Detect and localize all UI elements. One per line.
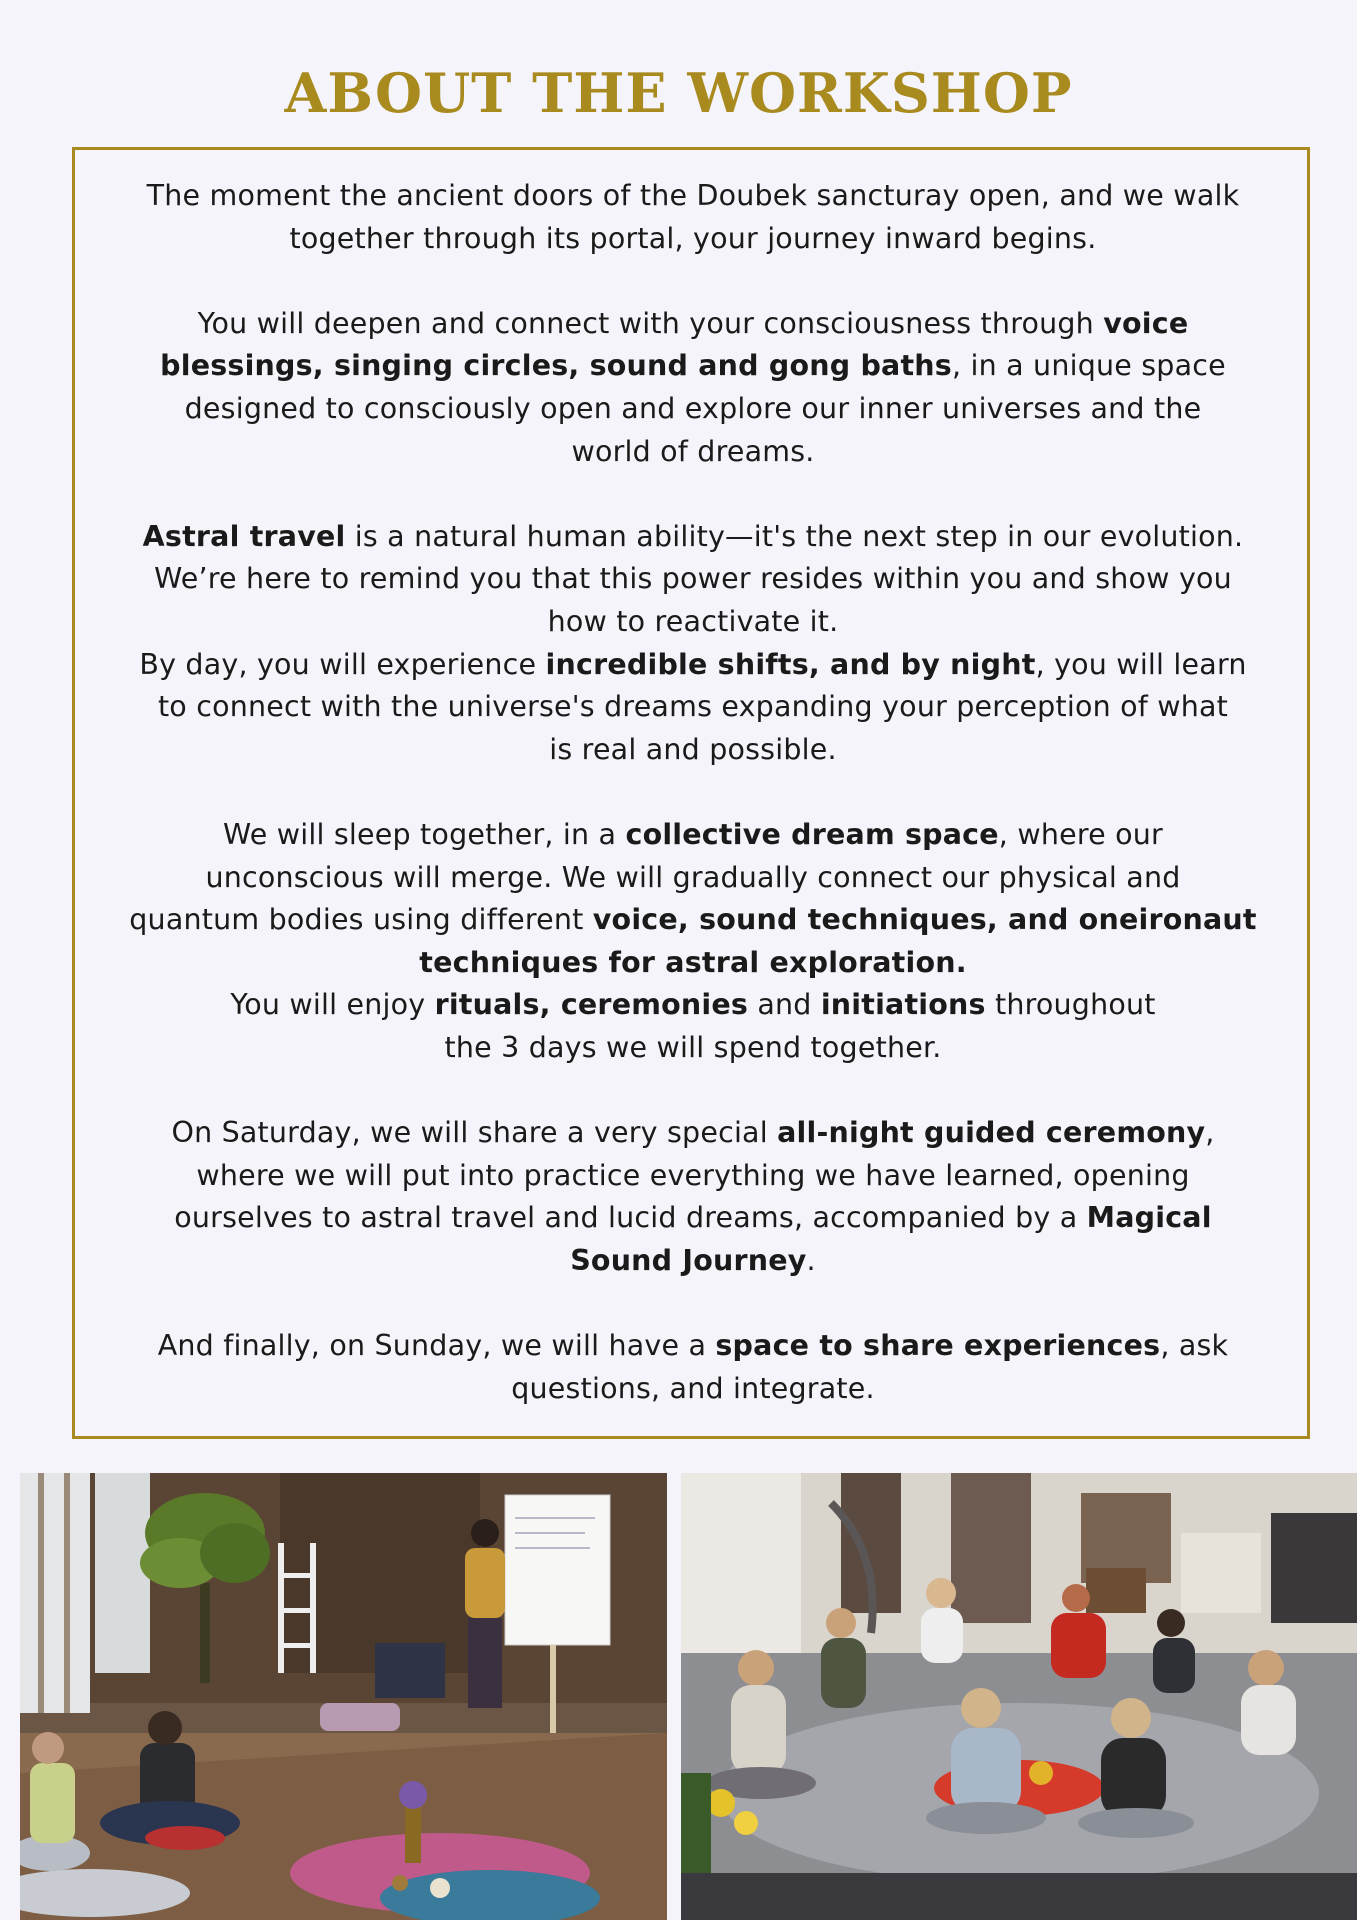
paragraph-dream-space: We will sleep together, in a collective dream space, where our unconscious will merge. We will gradually connect our physical and quantum bodies using different voice, sound techniques, and oneironaut techniques for astral exploration. You will enjoy rituals, ceremonies and initiations throughout the 3 days we will spend together.: [129, 817, 1257, 1064]
paragraph-saturday: On Saturday, we will share a very special all-night guided ceremony, where we will put into practice everything we have learned, opening ourselves to astral travel and lucid dreams, accompanied by a Magical Sound Journey.: [171, 1116, 1215, 1277]
paragraph-consciousness: You will deepen and connect with your consciousness through voice blessings, singing circles, sound and gong baths, in a unique space designed to consciously open and explore our inner universes and the world of dreams.: [160, 306, 1226, 468]
workshop-description: [110, 175, 1276, 1410]
workshop-room-photo: [20, 1473, 667, 1920]
group-circle-illustration: [681, 1473, 1357, 1920]
page-title: ABOUT THE WORKSHOP: [284, 61, 1073, 125]
paragraph-sunday: And finally, on Sunday, we will have a space to share experiences, ask questions, and integrate.: [157, 1329, 1229, 1405]
group-circle-photo: [681, 1473, 1357, 1920]
paragraph-intro: The moment the ancient doors of the Doubek sancturay open, and we walk together through its portal, your journey inward begins.: [146, 179, 1240, 255]
paragraph-astral-travel: Astral travel is a natural human ability—it's the next step in our evolution. We’re here to remind you that this power resides within you and show you how to reactivate it. By day, you will experience incredible shifts, and by night, you will learn to connect with the universe's dreams expanding your perception of what is real and possible.: [139, 519, 1247, 766]
workshop-room-illustration: [20, 1473, 667, 1920]
